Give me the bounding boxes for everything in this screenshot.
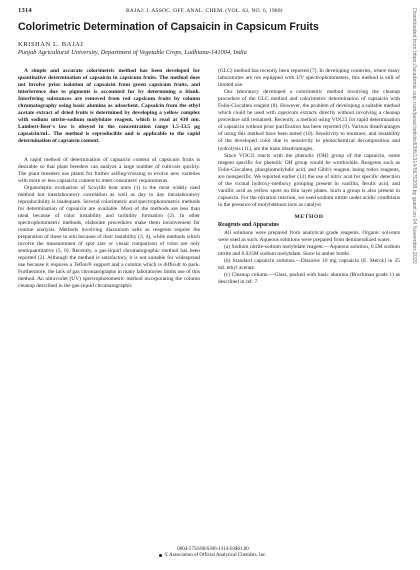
journal-citation: BAJAJ: J. ASSOC. OFF. ANAL. CHEM. (VOL. 63, NO. 6, 1980) [126, 8, 283, 14]
journal-page [18, 6, 402, 566]
copyright-text: © Association of Official Analytical Chemists, Inc. [164, 553, 267, 559]
reagent-item: (b) Standard capsaicin solution.—Dissolve 10 mg capsaicin (E. Merck) in 25 mL ethyl acetate. [218, 258, 400, 272]
author-affiliation: Punjab Agricultural University, Department of Vegetable Crops, Ludhiana-141004, India [18, 49, 247, 56]
paragraph: Our laboratory developed a colorimetric method involving the cleanup procedure of the GLC method and colorimetric determination of capsaicin with Folin-Ciocalteu reagent (8). However, the problem of developing a suitable method which could be used with capsicum extracts directly without involving a cleanup procedure still remained. Recently, a method using VOCl3 for rapid determination of capsaicin without prior purification has been reported (9). Various disadvantages of using this method have been noted (10). Sensitivity to moisture, and instability of the developed color due to sensitivity to photochemical decomposition and hydrolysis (11), are the main disadvantages. [218, 89, 400, 152]
reagent-item: (a) Sodium nitrite-sodium molybdate reagent.—Aqueous solution, 0.5M sodium nitrite and 0.025M sodium molybdate. Store in amber bottle. [218, 244, 400, 258]
paragraph: Since VOCl3 reacts with the phenolic (OH) group of the capsaicin, some reagent specific for phenolic OH group would be worthwhile. Reagents such as Folin-Ciocalteu, phosphomolybdic acid, and Gibb's reagent, being redox reagents, are nonspecific. We reported earlier (12) the use of nitric acid for specific detection of the vicinal hydroxy-methoxy grouping present in vanillin, ferulic acid, and vanillic acid as yellow spots on thin layer plates. Such a group is also present in capsaicin. For the nitration reaction, we used sodium nitrite under acidic conditions in the presence of molybdenum ions as catalyst. [218, 152, 400, 208]
paragraph: Organoleptic evaluation of Scoville heat units (1) is the most widely used method but interlaboratory correlation as well as day to day intralaboratory reproducibility is inadequate. Several colorimetric and spectrophotometric methods for determination of capsaicin are available. Most of the methods are less than ideal because of color instability and turbidity formation (2). In other spectrophotometric methods, elaborate procedures make them inconvenient for routine analysis. Methods involving diazonium salts as reagents require the preparation of these in situ because of their instability (3, 4), while methods which involve the measurement of spot size or visual comparison of color are only semiquantitative (5, 6). Recently, a gas-liquid chromatographic method has been reported (2). Although the method is satisfactory, it is not suitable for widespread use because it requires a Teflon® support and a column which is difficult to pack. Furthermore, the lack of gas chromatographs in many laboratories limits use of this method. An ultraviolet (UV) spectrophotometric method incorporating the column cleanup described in the gas-liquid chromatographic [18, 184, 200, 290]
running-header [18, 6, 402, 18]
paragraph: A rapid method of determination of capsaicin content of capsicum fruits is desirable so that plant breeders can analyze a large number of cultivars quickly. The plant breeders use plants for further selfing/crossing to evolve new varieties with more or less capsaicin content to meet consumers' requirements. [18, 156, 200, 184]
article-code: 0004-5756/80/6306-1314-03$01.00 [177, 547, 249, 552]
article-title: Colorimetric Determination of Capsaicin in Capsicum Fruits [18, 21, 319, 33]
copyright-line [118, 553, 308, 559]
right-column [218, 68, 400, 286]
section-heading: METHOD [294, 213, 324, 220]
author-name: KRISHAN L. BAJAJ [18, 41, 84, 48]
paragraph: All solutions were prepared from analytical grade reagents. Organic solvents were used as such. Aqueous solutions were prepared from demineralized water. [218, 229, 400, 243]
paragraph: (GLC) method has recently been reported (7). In developing countries, where many laboratories are not equipped with UV spectrophotometers, this method is still of limited use. [218, 68, 400, 89]
download-notice: Downloaded from https://academic.oup.com/jaoac/article/63/6/1314/5670208 by guest on 04 November 2020 [411, 8, 417, 264]
abstract: A simple and accurate colorimetric method has been developed for quantitative determination of capsaicin in capsicum fruits. The method does not involve prior isolation of capsaicin from green capsicum fruits, and interference due to pigments is accounted for by determining a blank. Interfering substances are removed from red capsicum fruits by column chromatography using basic alumina as adsorbent. Capsaicin from the ethyl acetate extract of dried fruits is determined by developing a yellow complex with sodium nitrite-sodium molybdate reagent, which is read at 430 nm. Lambert-Beer's law is obeyed in the concentration range 1.5-33.5 µg capsaicin/mL. The method is reproducible and is applicable to the rapid determination of capsaicin content. [18, 68, 200, 145]
page-number: 1314 [18, 7, 32, 14]
reagent-item: (c) Cleanup column.—Glass, packed with basic alumina (Brockman grade 1) as described in ref. 7. [218, 272, 400, 286]
copyright-bullet-icon [159, 554, 162, 557]
left-column [18, 68, 200, 290]
page-footer [118, 547, 308, 560]
subsection-heading: Reagents and Apparatus [218, 221, 279, 228]
